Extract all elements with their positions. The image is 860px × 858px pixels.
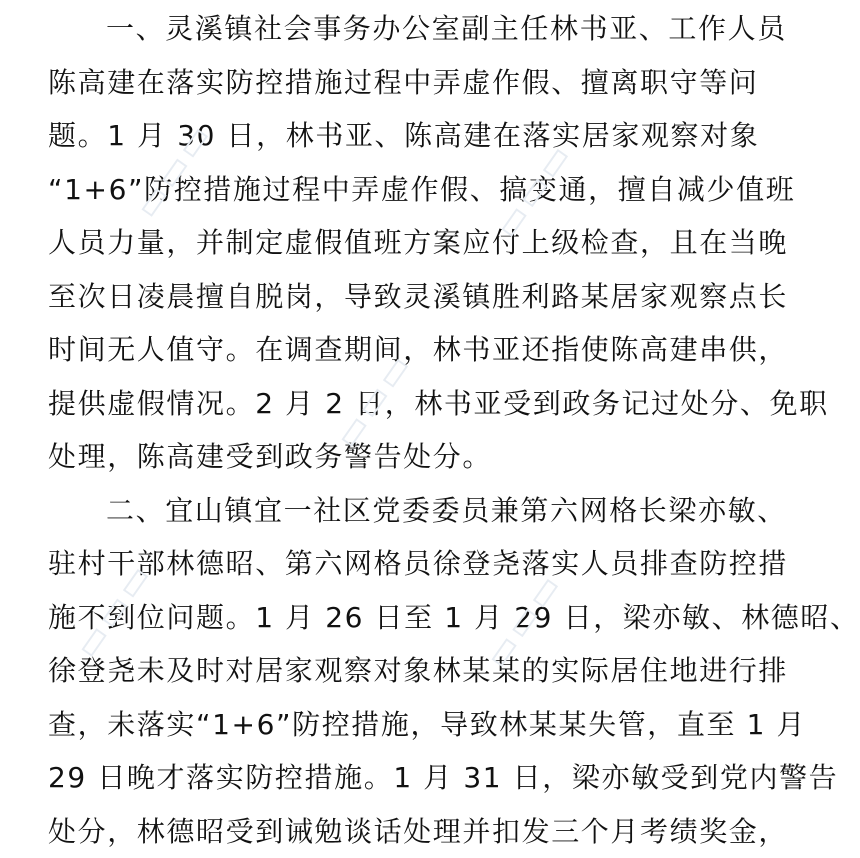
paragraph-2-line-1: 二、宜山镇宜一社区党委委员兼第六网格长梁亦敏、 [48, 484, 752, 538]
watermark-mark: ▭▭▭ [327, 344, 422, 456]
paragraph-1-line-2: 陈高建在落实防控措施过程中弄虚作假、擅离职守等问 [48, 56, 752, 110]
watermark-mark: ▭▭▭ [477, 564, 572, 676]
paragraph-1-line-8: 提供虚假情况。2 月 2 日，林书亚受到政务记过处分、免职 [48, 377, 752, 431]
watermark-mark: ▭▭▭ [127, 114, 222, 226]
paragraph-2-line-7: 处分，林德昭受到诫勉谈话处理并扣发三个月考绩奖金， [48, 805, 752, 858]
paragraph-1-line-5: 人员力量，并制定虚假值班方案应付上级检查，且在当晚 [48, 216, 752, 270]
paragraph-1-line-6: 至次日凌晨擅自脱岗，导致灵溪镇胜利路某居家观察点长 [48, 270, 752, 324]
paragraph-2-line-4: 徐登尧未及时对居家观察对象林某某的实际居住地进行排 [48, 644, 752, 698]
paragraph-2-line-3: 施不到位问题。1 月 26 日至 1 月 29 日，梁亦敏、林德昭、 [48, 591, 752, 645]
paragraph-1-line-9: 处理，陈高建受到政务警告处分。 [48, 430, 752, 484]
paragraph-1-line-1: 一、灵溪镇社会事务办公室副主任林书亚、工作人员 [48, 2, 752, 56]
paragraph-1-line-3: 题。1 月 30 日，林书亚、陈高建在落实居家观察对象 [48, 109, 752, 163]
watermark-mark: ▭▭▭ [487, 134, 582, 246]
paragraph-1-line-7: 时间无人值守。在调查期间，林书亚还指使陈高建串供， [48, 323, 752, 377]
paragraph-2-line-6: 29 日晚才落实防控措施。1 月 31 日，梁亦敏受到党内警告 [48, 751, 752, 805]
paragraph-1-line-4: “1+6”防控措施过程中弄虚作假、搞变通，擅自减少值班 [48, 163, 752, 217]
paragraph-2-line-5: 查，未落实“1+6”防控措施，导致林某某失管，直至 1 月 [48, 698, 752, 752]
paragraph-2-line-2: 驻村干部林德昭、第六网格员徐登尧落实人员排查防控措 [48, 537, 752, 591]
watermark-mark: ▭▭▭ [67, 554, 162, 666]
